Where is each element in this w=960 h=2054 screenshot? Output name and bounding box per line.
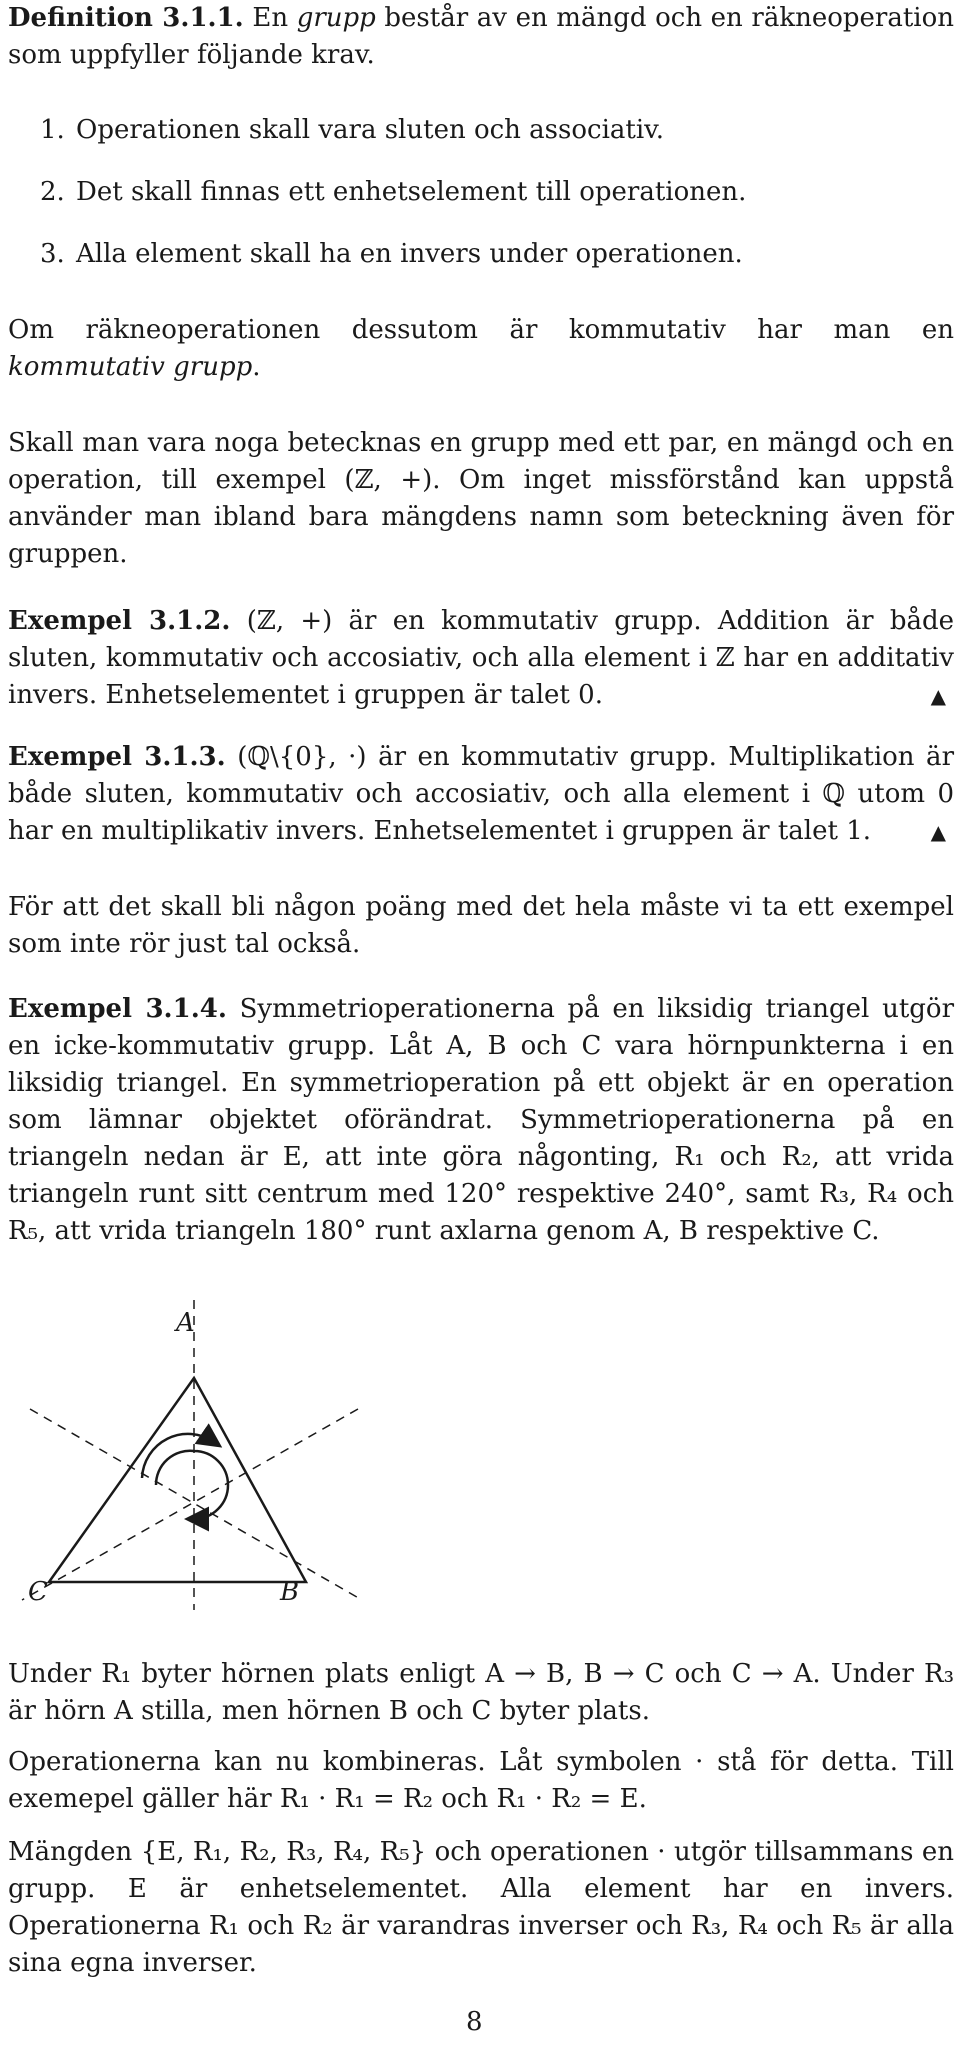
axis-through-c [30, 1409, 362, 1600]
example-text: Symmetrioperationerna på en liksidig triangel utgör en icke-kommutativ grupp. Låt A, B och C vara hörnpunkterna i en liksidig triangel. En symmetrioperation på ett objekt är en operation som lämnar objektet oförändrat. Symmetrioperationerna på en triangeln nedan är E, att inte göra någonting, R₁ och R₂, att vrida triangeln runt sitt centrum med 120° respektive 240°, samt R₃, R₄ och R₅, att vrida triangeln 180° runt axlarna genom A, B respektive C. [8, 994, 954, 1246]
definition-text-before: En [243, 3, 297, 33]
notation-paragraph: Skall man vara noga betecknas en grupp med ett par, en mängd och en operation, till exempel (ℤ, +). Om inget missförstånd kan uppstå använder man ibland bara mängdens namn som beteckning även för gruppen. [8, 428, 954, 569]
list-item [40, 112, 746, 174]
definition-label: Definition 3.1.1. [8, 3, 244, 33]
example-3-1-3 [8, 739, 954, 850]
list-item [40, 174, 746, 236]
definition-paragraph [8, 0, 954, 74]
commutative-text-after: . [252, 352, 261, 382]
list-item-text: Det skall finnas ett enhetselement till operationen. [76, 177, 747, 207]
example-3-1-4 [8, 991, 954, 1250]
example-label: Exempel 3.1.4. [8, 994, 227, 1024]
rotation-arrow-inner [156, 1451, 228, 1519]
list-item [40, 236, 746, 298]
triangle-symmetry-figure [0, 1295, 400, 1615]
commutative-text-before: Om räkneoperationen dessutom är kommutativ har man en [8, 315, 954, 345]
commutative-paragraph [8, 312, 954, 386]
list-item-text: Operationen skall vara sluten och associativ. [76, 115, 665, 145]
definition-term: grupp [296, 3, 376, 33]
example-label: Exempel 3.1.2. [8, 606, 231, 636]
rotation-arrow-outer [142, 1434, 214, 1478]
motivation-paragraph: För att det skall bli någon poäng med det hela måste vi ta ett exempel som inte rör just tal också. [8, 892, 954, 959]
list-item-number: 2. [40, 177, 65, 207]
composition-paragraph: Operationerna kan nu kombineras. Låt symbolen · stå för detta. Till exemepel gäller här R₁ · R₁ = R₂ och R₁ · R₂ = E. [8, 1747, 954, 1814]
vertex-mapping-paragraph: Under R₁ byter hörnen plats enligt A → B, B → C och C → A. Under R₃ är hörn A stilla, men hörnen B och C byter plats. [8, 1659, 954, 1726]
example-label: Exempel 3.1.3. [8, 742, 226, 772]
example-text: (ℚ\{0}, ·) är en kommutativ grupp. Multiplikation är både sluten, kommutativ och accosiativ, och alla element i ℚ utom 0 har en multiplikativ invers. Enhetselementet i gruppen är talet 1. [8, 742, 954, 846]
end-of-example-mark: ▲ [930, 820, 946, 844]
vertex-label-b: B [280, 1577, 300, 1607]
axis-through-b [22, 1409, 358, 1600]
page-number: 8 [466, 2007, 483, 2037]
requirements-list [40, 112, 746, 298]
list-item-number: 3. [40, 239, 65, 269]
definition-text-after: består av en mängd och en räkneoperation som uppfyller följande krav. [8, 3, 954, 70]
triangle-shape [49, 1378, 306, 1582]
group-summary-paragraph: Mängden {E, R₁, R₂, R₃, R₄, R₅} och operationen · utgör tillsammans en grupp. E är enhetselementet. Alla element har en invers. Operationerna R₁ och R₂ är varandras inverser och R₃, R₄ och R₅ är alla sina egna inverser. [8, 1837, 954, 1978]
example-text: (ℤ, +) är en kommutativ grupp. Addition är både sluten, kommutativ och accosiativ, och alla element i ℤ har en additativ invers. Enhetselementet i gruppen är talet 0. [8, 606, 955, 710]
example-3-1-2 [8, 603, 954, 714]
list-item-text: Alla element skall ha en invers under operationen. [76, 239, 743, 269]
vertex-label-c: C [28, 1577, 48, 1607]
list-item-number: 1. [40, 115, 65, 145]
commutative-term: kommutativ grupp [8, 352, 253, 382]
vertex-label-a: A [176, 1308, 195, 1338]
end-of-example-mark: ▲ [930, 684, 946, 708]
